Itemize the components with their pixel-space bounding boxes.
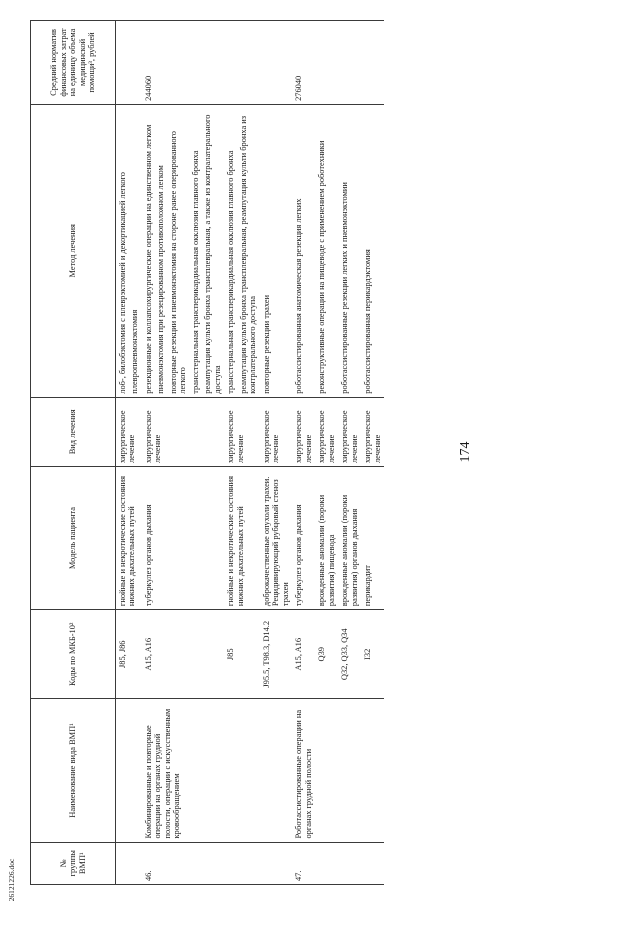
cell-model: врожденные аномалии (пороки развития) пищевода bbox=[315, 467, 338, 610]
cell-type: хирургическое лечение bbox=[361, 397, 384, 466]
method-item: повторные резекции и пневмонэктомия на стороне ранее оперированного легкого bbox=[168, 131, 188, 394]
method-item: резекционные и коллапсохирургические операции на единственном легком bbox=[143, 124, 153, 394]
cell-codes: J85 bbox=[224, 610, 259, 699]
cell-type: хирургическое лечение bbox=[116, 397, 142, 466]
cell-cost bbox=[260, 21, 292, 105]
table-row bbox=[361, 21, 384, 885]
cell-codes: J85, J86 bbox=[116, 610, 142, 699]
method-item: роботассистированная перикардэктомия bbox=[363, 249, 373, 394]
header-group: № группы ВМП¹ bbox=[31, 842, 116, 884]
method-item: роботассистированная анатомическая резекция легких bbox=[294, 198, 304, 394]
cell-methods bbox=[292, 104, 315, 397]
method-item: лоб-, билобэктомия с плеврэктомией и декортикацией легкого bbox=[118, 172, 127, 394]
cell-name bbox=[338, 699, 361, 842]
cell-group bbox=[361, 842, 384, 884]
cell-model: доброкачественные опухоли трахеи. Рецидивирующий рубцовый стеноз трахеи bbox=[260, 467, 292, 610]
cell-type: хирургическое лечение bbox=[338, 397, 361, 466]
header-name: Наименование вида ВМП¹ bbox=[31, 699, 116, 842]
cell-methods bbox=[260, 104, 292, 397]
cell-cost bbox=[224, 21, 259, 105]
table-header-row bbox=[31, 21, 116, 885]
table-row bbox=[260, 21, 292, 885]
method-item: реконструктивные операции на пищеводе с применением роботехники bbox=[317, 140, 327, 394]
footer-filename: 26121226.doc bbox=[7, 858, 16, 902]
cell-cost bbox=[116, 21, 142, 105]
table-row bbox=[315, 21, 338, 885]
cell-codes: A15, A16 bbox=[292, 610, 315, 699]
cell-name bbox=[361, 699, 384, 842]
cell-codes: A15, A16 bbox=[142, 610, 224, 699]
cell-cost bbox=[315, 21, 338, 105]
cell-cost bbox=[361, 21, 384, 105]
cell-codes: Q32, Q33, Q34 bbox=[338, 610, 361, 699]
cell-group bbox=[315, 842, 338, 884]
cell-cost: 276040 bbox=[292, 21, 315, 105]
cell-name: Комбинированные и повторные операции на органах грудной полости, операции с искусственным кровообращением bbox=[142, 699, 224, 842]
cell-codes: I32 bbox=[361, 610, 384, 699]
cell-model: врожденные аномалии (пороки развития) органов дыхания bbox=[338, 467, 361, 610]
method-item: реампутация культи бронха трансплевральная, а также из контралатерального доступа bbox=[203, 114, 222, 394]
table-row bbox=[142, 21, 224, 885]
table-row bbox=[292, 21, 315, 885]
cell-group bbox=[260, 842, 292, 884]
cell-model: туберкулез органов дыхания bbox=[292, 467, 315, 610]
cell-name bbox=[224, 699, 259, 842]
header-codes: Коды по МКБ-10² bbox=[31, 610, 116, 699]
method-item: реампутация культи бронха трансплевральная, реампутация культи бронха из контрлатерального доступа bbox=[238, 115, 258, 394]
cell-cost bbox=[338, 21, 361, 105]
cell-group: 47. bbox=[292, 842, 315, 884]
page-number: 174 bbox=[458, 441, 473, 463]
cell-type: хирургическое лечение bbox=[315, 397, 338, 466]
cell-model: перикардит bbox=[361, 467, 384, 610]
header-type: Вид лечения bbox=[31, 397, 116, 466]
cell-type: хирургическое лечение bbox=[292, 397, 315, 466]
cell-cost: 244060 bbox=[142, 21, 224, 105]
cell-name bbox=[315, 699, 338, 842]
cell-model: гнойные и некротические состояния нижних дыхательных путей bbox=[116, 467, 142, 610]
method-item: трансстернальная транcперикардиальная окклюзия главного бронха bbox=[226, 150, 236, 394]
method-item: роботассистированные резекции легких и пневмонэктомии bbox=[340, 182, 350, 394]
method-item: пневмонэктомия при резецированном противоположном легком bbox=[156, 165, 166, 394]
cell-model: туберкулез органов дыхания bbox=[142, 467, 224, 610]
method-item: повторные резекции трахеи bbox=[261, 294, 271, 394]
cell-name bbox=[116, 699, 142, 842]
cell-name bbox=[260, 699, 292, 842]
table-body bbox=[116, 21, 385, 885]
cell-group bbox=[116, 842, 142, 884]
header-method: Метод лечения bbox=[31, 104, 116, 397]
cell-model: гнойные и некротические состояния нижних дыхательных путей bbox=[224, 467, 259, 610]
cell-name: Роботассистированные операции на органах грудной полости bbox=[292, 699, 315, 842]
rotated-table-wrapper bbox=[30, 20, 578, 885]
cell-codes: Q39 bbox=[315, 610, 338, 699]
cell-group: 46. bbox=[142, 842, 224, 884]
header-model: Модель пациента bbox=[31, 467, 116, 610]
cell-type: хирургическое лечение bbox=[142, 397, 224, 466]
vmp-table bbox=[30, 20, 384, 885]
cell-methods bbox=[116, 104, 142, 397]
cell-methods bbox=[338, 104, 361, 397]
header-cost: Средний норматив финансовых затрат на единицу объема медицинской помощи³, рублей bbox=[31, 21, 116, 105]
cell-group bbox=[224, 842, 259, 884]
table-row bbox=[338, 21, 361, 885]
cell-methods bbox=[142, 104, 224, 397]
cell-type: хирургическое лечение bbox=[224, 397, 259, 466]
cell-type: хирургическое лечение bbox=[260, 397, 292, 466]
cell-methods bbox=[224, 104, 259, 397]
cell-methods bbox=[361, 104, 384, 397]
table-row bbox=[116, 21, 142, 885]
table-row bbox=[224, 21, 259, 885]
cell-methods bbox=[315, 104, 338, 397]
cell-codes: J95.5, T98.3, D14.2 bbox=[260, 610, 292, 699]
method-item: плевропневмонэктомия bbox=[130, 309, 140, 394]
method-item: трансстернальная транcперикардиальная окклюзия главного бронха bbox=[190, 150, 200, 394]
cell-group bbox=[338, 842, 361, 884]
